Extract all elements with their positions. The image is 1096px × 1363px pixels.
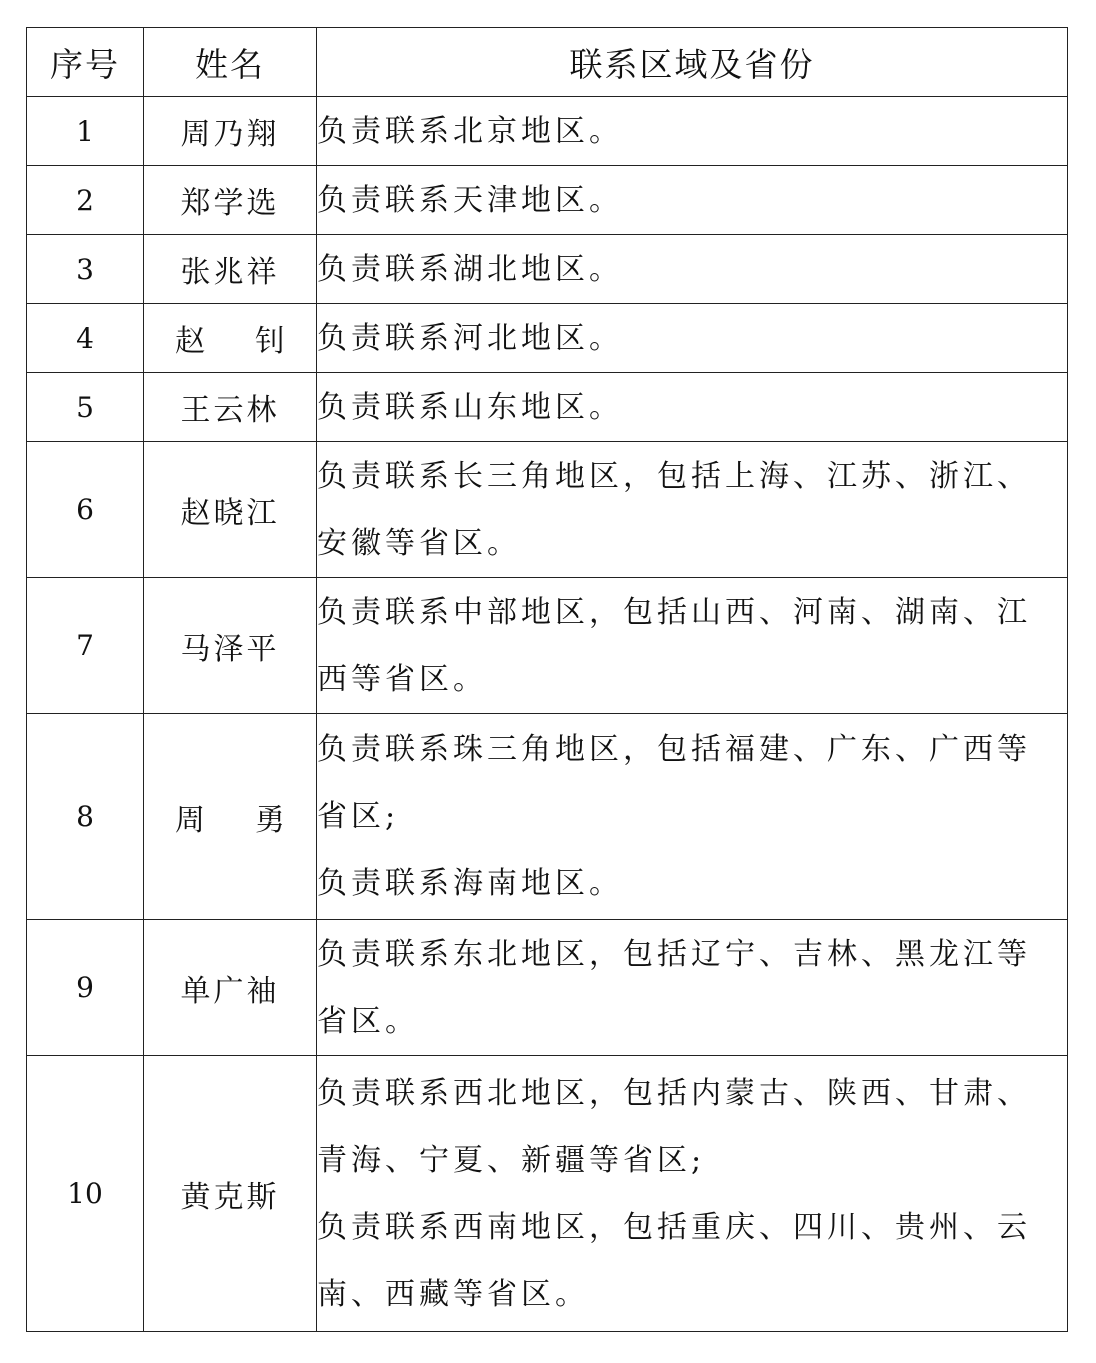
row-region bbox=[317, 166, 1068, 235]
row-region bbox=[317, 442, 1068, 578]
region-line: 负责联系东北地区，包括辽宁、吉林、黑龙江等 bbox=[317, 936, 1031, 972]
table-row bbox=[27, 442, 1068, 578]
row-name: 单广袖 bbox=[144, 920, 317, 1056]
region-line: 西等省区。 bbox=[317, 661, 487, 697]
row-name: 周乃翔 bbox=[144, 97, 317, 166]
region-line: 青海、宁夏、新疆等省区; bbox=[317, 1142, 706, 1178]
row-number: 4 bbox=[27, 304, 144, 373]
header-region: 联系区域及省份 bbox=[317, 28, 1068, 97]
table-row bbox=[27, 373, 1068, 442]
row-region bbox=[317, 373, 1068, 442]
region-line: 负责联系珠三角地区，包括福建、广东、广西等 bbox=[317, 732, 1031, 767]
table-row bbox=[27, 304, 1068, 373]
region-line: 南、西藏等省区。 bbox=[317, 1276, 589, 1312]
region-line: 负责联系湖北地区。 bbox=[317, 251, 623, 287]
region-line: 负责联系北京地区。 bbox=[317, 113, 623, 149]
row-region bbox=[317, 920, 1068, 1056]
region-line: 省区; bbox=[317, 799, 400, 834]
row-number: 9 bbox=[27, 920, 144, 1056]
region-line: 安徽等省区。 bbox=[317, 525, 521, 561]
table-row bbox=[27, 920, 1068, 1056]
row-number: 10 bbox=[27, 1056, 144, 1332]
header-number: 序号 bbox=[27, 28, 144, 97]
contact-region-table bbox=[26, 27, 1068, 1332]
region-line: 负责联系山东地区。 bbox=[317, 389, 623, 425]
table-row bbox=[27, 166, 1068, 235]
row-number: 3 bbox=[27, 235, 144, 304]
table-header-row bbox=[27, 28, 1068, 97]
region-line: 负责联系长三角地区，包括上海、江苏、浙江、 bbox=[317, 458, 1031, 494]
row-number: 5 bbox=[27, 373, 144, 442]
row-number: 2 bbox=[27, 166, 144, 235]
region-line: 省区。 bbox=[317, 1003, 419, 1039]
name-part: 勇 bbox=[255, 802, 285, 838]
table-row bbox=[27, 714, 1068, 920]
row-region bbox=[317, 714, 1068, 920]
name-part: 赵 bbox=[175, 324, 205, 359]
row-region bbox=[317, 578, 1068, 714]
row-name: 张兆祥 bbox=[144, 235, 317, 304]
header-name: 姓名 bbox=[144, 28, 317, 97]
region-line: 负责联系西北地区，包括内蒙古、陕西、甘肃、 bbox=[317, 1075, 1031, 1111]
row-name: 马泽平 bbox=[144, 578, 317, 714]
row-number: 1 bbox=[27, 97, 144, 166]
region-line: 负责联系中部地区，包括山西、河南、湖南、江 bbox=[317, 594, 1031, 630]
row-name: 赵晓江 bbox=[144, 442, 317, 578]
row-number: 7 bbox=[27, 578, 144, 714]
row-number: 6 bbox=[27, 442, 144, 578]
row-region bbox=[317, 304, 1068, 373]
row-number: 8 bbox=[27, 714, 144, 920]
row-region bbox=[317, 1056, 1068, 1332]
region-line: 负责联系天津地区。 bbox=[317, 182, 623, 218]
table-row bbox=[27, 1056, 1068, 1332]
table-row bbox=[27, 235, 1068, 304]
row-name: 郑学选 bbox=[144, 166, 317, 235]
table-row bbox=[27, 578, 1068, 714]
region-line: 负责联系西南地区，包括重庆、四川、贵州、云 bbox=[317, 1209, 1031, 1245]
row-region bbox=[317, 235, 1068, 304]
row-name bbox=[144, 304, 317, 373]
row-name: 王云林 bbox=[144, 373, 317, 442]
row-region bbox=[317, 97, 1068, 166]
region-line: 负责联系海南地区。 bbox=[317, 866, 623, 901]
region-line: 负责联系河北地区。 bbox=[317, 320, 623, 356]
row-name bbox=[144, 714, 317, 920]
row-name: 黄克斯 bbox=[144, 1056, 317, 1332]
table-row bbox=[27, 97, 1068, 166]
name-part: 周 bbox=[175, 802, 205, 838]
name-part: 钊 bbox=[255, 324, 285, 359]
